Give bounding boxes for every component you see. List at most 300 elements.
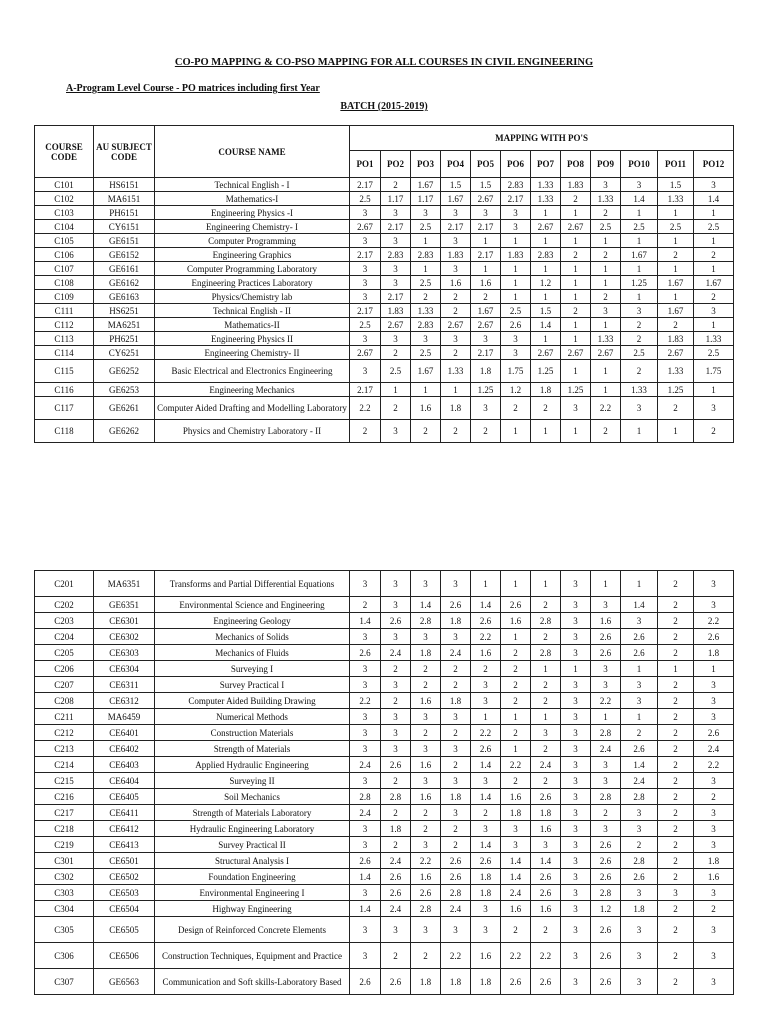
po-value-cell: 3 <box>694 693 734 709</box>
po-value-cell: 3 <box>381 597 411 613</box>
po-value-cell: 2 <box>350 597 381 613</box>
po-value-cell: 3 <box>591 304 621 318</box>
po-value-cell: 2 <box>441 346 471 360</box>
header-po5: PO5 <box>471 151 501 178</box>
course-code-cell: C307 <box>35 969 94 995</box>
po-value-cell: 3 <box>381 741 411 757</box>
po-value-cell: 2.83 <box>411 318 441 332</box>
po-value-cell: 2 <box>411 943 441 969</box>
po-value-cell: 2 <box>531 741 561 757</box>
po-value-cell: 2 <box>471 420 501 443</box>
po-value-cell: 1.8 <box>501 805 531 821</box>
course-name-cell: Transforms and Partial Differential Equations <box>155 571 350 597</box>
po-value-cell: 1.4 <box>501 853 531 869</box>
au-code-cell: CE6501 <box>94 853 155 869</box>
po-value-cell: 2.67 <box>350 220 381 234</box>
course-name-cell: Survey Practical I <box>155 677 350 693</box>
po-value-cell: 1.6 <box>471 943 501 969</box>
po-value-cell: 2 <box>531 693 561 709</box>
course-code-cell: C306 <box>35 943 94 969</box>
po-value-cell: 2 <box>501 397 531 420</box>
po-value-cell: 1.8 <box>531 805 561 821</box>
po-value-cell: 1.6 <box>411 757 441 773</box>
po-value-cell: 3 <box>441 741 471 757</box>
po-value-cell: 3 <box>441 332 471 346</box>
po-value-cell: 2.4 <box>441 901 471 917</box>
table-row <box>35 290 734 304</box>
po-value-cell: 2.6 <box>531 869 561 885</box>
course-name-cell: Construction Materials <box>155 725 350 741</box>
po-value-cell: 1.8 <box>381 821 411 837</box>
po-value-cell: 2.17 <box>471 220 501 234</box>
po-value-cell: 1 <box>411 262 441 276</box>
po-value-cell: 1 <box>561 661 591 677</box>
po-value-cell: 2 <box>441 725 471 741</box>
po-value-cell: 1.8 <box>441 397 471 420</box>
po-value-cell: 1 <box>591 262 621 276</box>
table-row <box>35 645 734 661</box>
po-value-cell: 1.8 <box>411 969 441 995</box>
po-value-cell: 1 <box>531 332 561 346</box>
po-value-cell: 3 <box>561 725 591 741</box>
au-code-cell: CE6506 <box>94 943 155 969</box>
po-value-cell: 2.17 <box>350 304 381 318</box>
po-value-cell: 2 <box>381 693 411 709</box>
table-row <box>35 837 734 853</box>
po-value-cell: 2 <box>561 304 591 318</box>
po-value-cell: 1.4 <box>621 597 658 613</box>
po-value-cell: 2.8 <box>350 789 381 805</box>
table-row <box>35 262 734 276</box>
po-value-cell: 2 <box>621 725 658 741</box>
po-value-cell: 3 <box>621 805 658 821</box>
au-code-cell: HS6151 <box>94 178 155 192</box>
po-value-cell: 3 <box>350 725 381 741</box>
po-value-cell: 2.67 <box>591 346 621 360</box>
po-value-cell: 3 <box>694 805 734 821</box>
course-name-cell: Foundation Engineering <box>155 869 350 885</box>
course-name-cell: Survey Practical II <box>155 837 350 853</box>
po-value-cell: 2.4 <box>350 805 381 821</box>
course-code-cell: C212 <box>35 725 94 741</box>
po-value-cell: 2 <box>658 397 694 420</box>
po-value-cell: 3 <box>694 837 734 853</box>
batch-label: BATCH (2015-2019) <box>340 101 428 112</box>
po-value-cell: 1.6 <box>531 901 561 917</box>
po-value-cell: 2 <box>441 304 471 318</box>
po-value-cell: 2 <box>411 677 441 693</box>
po-value-cell: 3 <box>591 178 621 192</box>
po-value-cell: 3 <box>561 677 591 693</box>
po-value-cell: 3 <box>531 837 561 853</box>
po-value-cell: 1.8 <box>471 360 501 383</box>
po-value-cell: 2 <box>658 725 694 741</box>
po-value-cell: 2 <box>694 420 734 443</box>
po-value-cell: 2.17 <box>350 178 381 192</box>
po-value-cell: 1 <box>561 276 591 290</box>
po-value-cell: 1 <box>471 709 501 725</box>
po-value-cell: 2.6 <box>471 741 501 757</box>
au-code-cell: CE6503 <box>94 885 155 901</box>
course-code-cell: C114 <box>35 346 94 360</box>
table-row <box>35 304 734 318</box>
table-row <box>35 917 734 943</box>
po-value-cell: 3 <box>561 757 591 773</box>
table-row <box>35 248 734 262</box>
au-code-cell: CE6405 <box>94 789 155 805</box>
po-value-cell: 2.6 <box>621 741 658 757</box>
au-code-cell: GE6351 <box>94 597 155 613</box>
po-value-cell: 2.8 <box>621 853 658 869</box>
au-code-cell: CE6401 <box>94 725 155 741</box>
po-value-cell: 2.6 <box>621 645 658 661</box>
table-row <box>35 773 734 789</box>
po-value-cell: 2 <box>694 901 734 917</box>
po-value-cell: 2 <box>658 837 694 853</box>
po-value-cell: 2.6 <box>591 869 621 885</box>
po-value-cell: 3 <box>381 629 411 645</box>
header-po4: PO4 <box>441 151 471 178</box>
course-name-cell: Strength of Materials <box>155 741 350 757</box>
po-value-cell: 3 <box>350 837 381 853</box>
course-code-cell: C211 <box>35 709 94 725</box>
po-value-cell: 2.5 <box>591 220 621 234</box>
po-value-cell: 2 <box>694 290 734 304</box>
po-value-cell: 2 <box>501 693 531 709</box>
po-value-cell: 3 <box>561 789 591 805</box>
po-value-cell: 1 <box>658 661 694 677</box>
po-value-cell: 2.17 <box>501 192 531 206</box>
po-value-cell: 3 <box>471 397 501 420</box>
course-name-cell: Environmental Science and Engineering <box>155 597 350 613</box>
po-value-cell: 3 <box>441 629 471 645</box>
po-value-cell: 2.5 <box>411 220 441 234</box>
po-value-cell: 1.6 <box>591 613 621 629</box>
po-value-cell: 1.33 <box>531 192 561 206</box>
au-code-cell: CE6504 <box>94 901 155 917</box>
table-row <box>35 206 734 220</box>
po-value-cell: 1.67 <box>621 248 658 262</box>
course-code-cell: C202 <box>35 597 94 613</box>
po-value-cell: 2.83 <box>501 178 531 192</box>
po-value-cell: 2 <box>441 661 471 677</box>
course-name-cell: Computer Programming Laboratory <box>155 262 350 276</box>
po-value-cell: 1 <box>694 318 734 332</box>
po-value-cell: 3 <box>411 741 441 757</box>
po-value-cell: 1.6 <box>501 901 531 917</box>
au-code-cell: MA6151 <box>94 192 155 206</box>
table-row <box>35 805 734 821</box>
header-po2: PO2 <box>381 151 411 178</box>
po-value-cell: 2 <box>531 773 561 789</box>
po-value-cell: 2.8 <box>531 645 561 661</box>
po-value-cell: 3 <box>531 725 561 741</box>
po-value-cell: 2 <box>531 397 561 420</box>
course-name-cell: Computer Aided Drafting and Modelling Laboratory <box>155 397 350 420</box>
po-value-cell: 2.6 <box>471 853 501 869</box>
po-value-cell: 1 <box>621 420 658 443</box>
po-value-cell: 3 <box>381 677 411 693</box>
po-value-cell: 1 <box>531 234 561 248</box>
au-code-cell: GE6563 <box>94 969 155 995</box>
po-value-cell: 2 <box>658 741 694 757</box>
po-value-cell: 3 <box>591 677 621 693</box>
po-value-cell: 2.6 <box>350 853 381 869</box>
course-code-cell: C301 <box>35 853 94 869</box>
au-code-cell: GE6162 <box>94 276 155 290</box>
po-value-cell: 2.6 <box>441 853 471 869</box>
po-value-cell: 2.6 <box>350 969 381 995</box>
table-row <box>35 869 734 885</box>
table-row <box>35 629 734 645</box>
po-value-cell: 3 <box>561 969 591 995</box>
po-value-cell: 1.6 <box>441 276 471 290</box>
po-value-cell: 3 <box>561 397 591 420</box>
po-value-cell: 1.5 <box>441 178 471 192</box>
header-po8: PO8 <box>561 151 591 178</box>
po-value-cell: 3 <box>621 677 658 693</box>
po-value-cell: 2 <box>658 789 694 805</box>
po-value-cell: 2 <box>441 677 471 693</box>
po-value-cell: 3 <box>561 917 591 943</box>
au-code-cell: CE6301 <box>94 613 155 629</box>
po-value-cell: 1 <box>658 262 694 276</box>
course-name-cell: Design of Reinforced Concrete Elements <box>155 917 350 943</box>
au-code-cell: CE6411 <box>94 805 155 821</box>
po-value-cell: 2 <box>658 597 694 613</box>
po-value-cell: 2.2 <box>591 693 621 709</box>
po-value-cell: 3 <box>591 661 621 677</box>
po-value-cell: 2.2 <box>350 693 381 709</box>
po-value-cell: 1.83 <box>561 178 591 192</box>
po-value-cell: 2 <box>621 332 658 346</box>
po-value-cell: 3 <box>694 943 734 969</box>
po-value-cell: 3 <box>381 276 411 290</box>
po-value-cell: 2 <box>501 661 531 677</box>
course-name-cell: Structural Analysis I <box>155 853 350 869</box>
table-row <box>35 360 734 383</box>
po-value-cell: 1.33 <box>621 383 658 397</box>
course-name-cell: Engineering Graphics <box>155 248 350 262</box>
course-name-cell: Environmental Engineering I <box>155 885 350 901</box>
po-value-cell: 1 <box>561 262 591 276</box>
header-po12: PO12 <box>694 151 734 178</box>
po-value-cell: 1.8 <box>441 969 471 995</box>
po-value-cell: 3 <box>694 709 734 725</box>
po-value-cell: 1 <box>561 360 591 383</box>
table-row <box>35 821 734 837</box>
po-value-cell: 2 <box>658 571 694 597</box>
po-value-cell: 2 <box>658 901 694 917</box>
po-value-cell: 2 <box>531 917 561 943</box>
po-value-cell: 2 <box>501 677 531 693</box>
po-value-cell: 3 <box>381 709 411 725</box>
po-value-cell: 3 <box>381 234 411 248</box>
po-value-cell: 1.33 <box>658 360 694 383</box>
po-value-cell: 2 <box>591 290 621 304</box>
po-value-cell: 2 <box>441 420 471 443</box>
po-value-cell: 2.5 <box>621 346 658 360</box>
course-name-cell: Communication and Soft skills-Laboratory Based <box>155 969 350 995</box>
po-value-cell: 2 <box>471 805 501 821</box>
po-value-cell: 3 <box>561 709 591 725</box>
po-value-cell: 1.75 <box>501 360 531 383</box>
po-value-cell: 3 <box>381 332 411 346</box>
po-value-cell: 2.6 <box>441 597 471 613</box>
po-value-cell: 1.8 <box>694 645 734 661</box>
po-value-cell: 3 <box>694 178 734 192</box>
table-row <box>35 318 734 332</box>
po-value-cell: 3 <box>381 262 411 276</box>
po-value-cell: 2.6 <box>411 885 441 901</box>
po-value-cell: 2 <box>350 420 381 443</box>
po-value-cell: 2.17 <box>441 220 471 234</box>
au-code-cell: GE6161 <box>94 262 155 276</box>
po-value-cell: 1 <box>621 661 658 677</box>
course-name-cell: Hydraulic Engineering Laboratory <box>155 821 350 837</box>
po-value-cell: 3 <box>591 597 621 613</box>
po-value-cell: 2 <box>658 805 694 821</box>
course-code-cell: C102 <box>35 192 94 206</box>
po-value-cell: 1.4 <box>471 757 501 773</box>
po-value-cell: 1.6 <box>411 869 441 885</box>
po-value-cell: 2.5 <box>694 220 734 234</box>
po-value-cell: 3 <box>350 677 381 693</box>
po-value-cell: 2.6 <box>471 613 501 629</box>
po-value-cell: 2.8 <box>411 613 441 629</box>
po-value-cell: 1.4 <box>621 757 658 773</box>
po-value-cell: 2 <box>381 661 411 677</box>
au-code-cell: GE6163 <box>94 290 155 304</box>
po-value-cell: 1 <box>621 262 658 276</box>
table-row <box>35 276 734 290</box>
po-value-cell: 2.4 <box>350 757 381 773</box>
course-name-cell: Applied Hydraulic Engineering <box>155 757 350 773</box>
po-value-cell: 2 <box>658 709 694 725</box>
po-value-cell: 2.2 <box>501 757 531 773</box>
po-value-cell: 3 <box>561 645 591 661</box>
po-value-cell: 3 <box>658 885 694 901</box>
course-name-cell: Surveying I <box>155 661 350 677</box>
po-value-cell: 2.83 <box>411 248 441 262</box>
po-value-cell: 3 <box>411 837 441 853</box>
po-value-cell: 2.2 <box>531 943 561 969</box>
po-value-cell: 2.17 <box>350 248 381 262</box>
po-value-cell: 3 <box>561 805 591 821</box>
course-code-cell: C103 <box>35 206 94 220</box>
po-mapping-table-2 <box>34 570 734 995</box>
po-value-cell: 3 <box>471 773 501 789</box>
po-value-cell: 2 <box>501 917 531 943</box>
po-value-cell: 3 <box>561 773 591 789</box>
po-value-cell: 3 <box>561 629 591 645</box>
po-value-cell: 3 <box>694 304 734 318</box>
table-row <box>35 943 734 969</box>
course-name-cell: Mechanics of Fluids <box>155 645 350 661</box>
po-value-cell: 1.33 <box>441 360 471 383</box>
po-value-cell: 3 <box>350 943 381 969</box>
po-value-cell: 2 <box>591 805 621 821</box>
po-value-cell: 2.2 <box>591 397 621 420</box>
course-code-cell: C217 <box>35 805 94 821</box>
po-value-cell: 3 <box>501 346 531 360</box>
po-value-cell: 1.8 <box>441 693 471 709</box>
po-value-cell: 1.8 <box>471 885 501 901</box>
po-value-cell: 1 <box>591 276 621 290</box>
au-code-cell: GE6262 <box>94 420 155 443</box>
po-value-cell: 2.6 <box>350 645 381 661</box>
po-value-cell: 2.6 <box>591 969 621 995</box>
po-value-cell: 2 <box>591 420 621 443</box>
po-value-cell: 1 <box>501 234 531 248</box>
po-value-cell: 1 <box>501 571 531 597</box>
po-value-cell: 2.2 <box>501 943 531 969</box>
po-value-cell: 2 <box>658 943 694 969</box>
po-value-cell: 3 <box>694 397 734 420</box>
po-value-cell: 1.4 <box>350 869 381 885</box>
po-value-cell: 2 <box>561 192 591 206</box>
po-value-cell: 3 <box>411 709 441 725</box>
course-name-cell: Surveying II <box>155 773 350 789</box>
table-row <box>35 741 734 757</box>
po-value-cell: 1 <box>658 234 694 248</box>
po-value-cell: 1.6 <box>501 613 531 629</box>
po-value-cell: 3 <box>621 943 658 969</box>
course-name-cell: Engineering Physics II <box>155 332 350 346</box>
au-code-cell: CY6251 <box>94 346 155 360</box>
table-row <box>35 969 734 995</box>
po-value-cell: 2.67 <box>350 346 381 360</box>
po-value-cell: 1.25 <box>658 383 694 397</box>
po-value-cell: 2 <box>381 397 411 420</box>
po-value-cell: 1 <box>381 383 411 397</box>
po-value-cell: 2.6 <box>381 613 411 629</box>
po-value-cell: 1 <box>561 290 591 304</box>
course-code-cell: C113 <box>35 332 94 346</box>
course-code-cell: C206 <box>35 661 94 677</box>
po-value-cell: 1.67 <box>658 276 694 290</box>
po-value-cell: 1 <box>411 234 441 248</box>
po-value-cell: 1.4 <box>350 613 381 629</box>
po-value-cell: 2 <box>531 629 561 645</box>
po-value-cell: 2 <box>658 969 694 995</box>
course-name-cell: Construction Techniques, Equipment and Practice <box>155 943 350 969</box>
po-value-cell: 3 <box>694 677 734 693</box>
po-value-cell: 3 <box>561 885 591 901</box>
po-value-cell: 1.67 <box>441 192 471 206</box>
table-row <box>35 725 734 741</box>
au-code-cell: CE6302 <box>94 629 155 645</box>
po-value-cell: 2.67 <box>471 192 501 206</box>
po-value-cell: 2 <box>381 178 411 192</box>
po-value-cell: 3 <box>350 709 381 725</box>
po-value-cell: 1 <box>531 709 561 725</box>
po-value-cell: 2.6 <box>591 853 621 869</box>
po-value-cell: 1 <box>531 571 561 597</box>
course-name-cell: Technical English - I <box>155 178 350 192</box>
po-value-cell: 2.6 <box>531 885 561 901</box>
po-value-cell: 1 <box>591 383 621 397</box>
po-value-cell: 2 <box>411 725 441 741</box>
po-value-cell: 1.67 <box>694 276 734 290</box>
po-value-cell: 1.25 <box>471 383 501 397</box>
po-value-cell: 2 <box>411 821 441 837</box>
po-value-cell: 3 <box>411 206 441 220</box>
header-po7: PO7 <box>531 151 561 178</box>
table-row <box>35 397 734 420</box>
po-value-cell: 2.6 <box>501 969 531 995</box>
po-value-cell: 2 <box>471 661 501 677</box>
